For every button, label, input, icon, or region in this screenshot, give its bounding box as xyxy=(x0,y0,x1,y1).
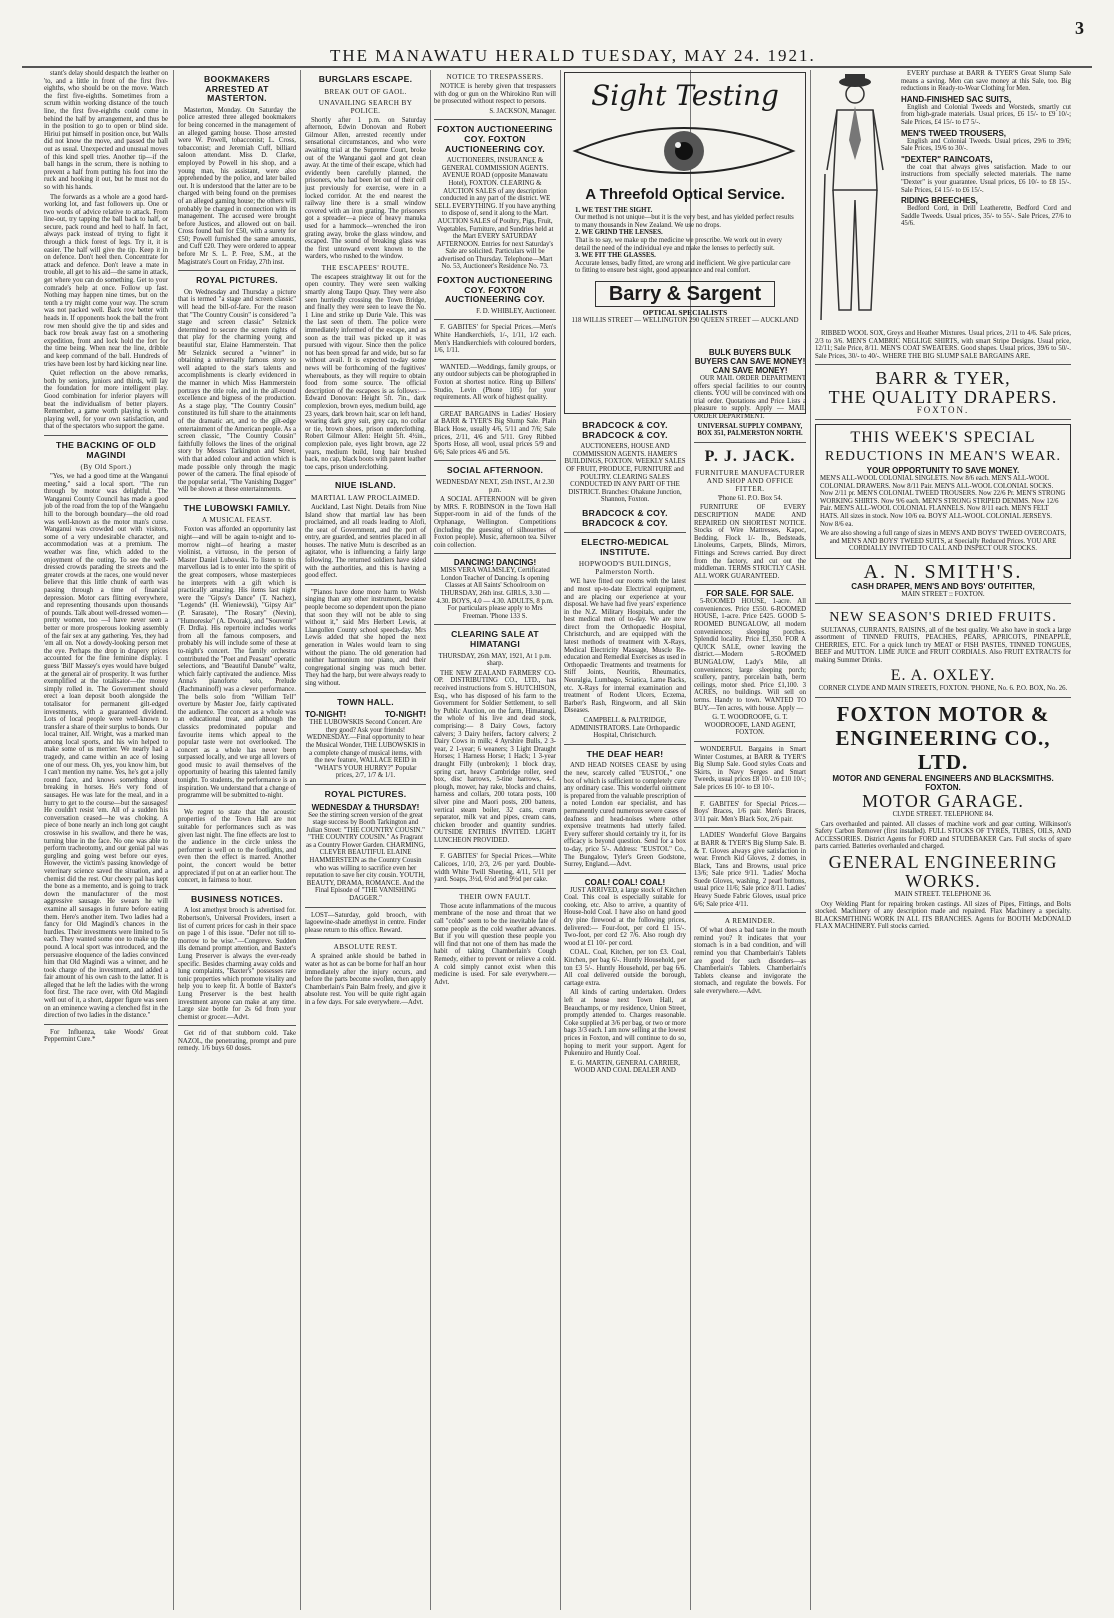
advertisement-text: NOTICE is hereby given that trespassers with dog or gun on the Whirokino Run will be prosecuted without respect to persons. xyxy=(434,83,556,106)
article-text: We regret to state that the acoustic properties of the Town Hall are not suitable for performances such as was given last night. The fine effects are lost to the audience in the circle unless the performer is well on to the footlights, and even then the effect is marred. Another point, the concert would be better appreciated if put on at an earlier hour. The concert, in fairness to hour. xyxy=(178,808,296,885)
divider xyxy=(815,364,1071,365)
product-heading: "DEXTER" RAINCOATS, xyxy=(901,154,993,164)
article-text: "Pianos have done more harm to Welsh singing than any other instrument, because people become so dependent upon the piano that soon they will not be able to sing without it," said Mrs Herbert Lewis, at Llangollen County school speech-day. Mrs Lewis added that she hoped the next generation in Wales would learn to sing without the piano. The old generation had neither harmonium nor piano, and their congregational singing was much better. They had the harp, but were always ready to sing without. xyxy=(305,588,426,687)
advertisement-heading: NEW SEASON'S DRIED FRUITS. xyxy=(829,609,1057,625)
product-text: the coat that always gives satisfaction. Made to our instructions from specially selected materials. The name "Dexter" is your guarantee. Usual prices, £6 10/- to £8 15/-. Sale Prices, £4 15/- to £6 15/-. xyxy=(901,163,1071,194)
advertisement-heading: BRADCOCK & COY. BRADCOCK & COY. xyxy=(582,420,668,440)
advertisement-text: SULTANAS, CURRANTS, RAISINS, all of the best quality. We also have in stock a large assortment of TINNED FRUITS, PEACHES, PEARS, APRICOTS, PINEAPPLE, CHERRIES, ETC. For a quick lunch try MEAT or FISH PASTES, TINNED TONGUES, BEEF and MUTTON. LIME JUICE and FRUIT CORDIALS. Also FRUIT EXTRACTS for making Summer Drinks. xyxy=(815,626,1071,664)
divider xyxy=(694,796,806,797)
divider xyxy=(178,1025,296,1026)
advertisement-text: LADIES' Wonderful Glove Bargains at BARR & TYER'S Big Slump Sale. B. & T. Gloves always give satisfaction in wear. French Kid Gloves, 2 domes, in Black, Tans and Browns, usual price 13/6; Sale price 9/11. 'Ladies' Mocha Suede Gloves, washing, 2 pearl buttons, usual price 11/6; Sale price 8/11. Ladies' Heavy Suede Fabric Gloves, usual price 6/6; Sale price 4/11. xyxy=(694,832,806,908)
advertisement-location: FOXTON. xyxy=(916,405,970,416)
divider xyxy=(434,406,556,407)
divider xyxy=(178,270,296,271)
product-text: English and Colonial Tweeds. Usual prices, 29/6 to 39/6; Sale Prices, 19/6 to 30/-. xyxy=(901,137,1071,153)
signature: F. D. WHIBLEY, Auctioneer. xyxy=(476,307,556,315)
advertisement-text: Cars overhauled and painted. All classes of machine work and gear cutting. Wilkinson's Safety Carbon Remover (first installed). FULL STOCKS OF TYRES, TUBES, OILS, AND ACCESSORIES. District Agents for FORD and STUDEBAKER Cars. Full stocks of spare parts carried. Batteries overhauled and charged. xyxy=(815,820,1071,851)
advertisement-heading: CLEARING SALE AT HIMATANGI xyxy=(451,629,539,650)
headline: BURGLARS ESCAPE. xyxy=(318,74,413,84)
advertisement-text: AND HEAD NOISES CEASE by using the new, scarcely called "EUSTOL," one box of which is sufficient to completely cure any ordinary case. This wonderful ointment is prepared from the valuable prescription of a noted London ear specialist, and has permanently cured numerous severe cases of deafness and head-noises where other expensive treatments had utterly failed. Every sufferer should certainly try it, for its efficacy is beyond question. Send for a box to-day, price 5/-. Address: "EUSTOL" Co., The Bungalow, Tyler's Green Godstone, Surrey, England.—Advt. xyxy=(564,762,686,869)
advertisement-text: FURNITURE OF EVERY DESCRIPTION MADE AND REPAIRED ON SHORTEST NOTICE. Stocks of Wire Mattresses, Kapoc, Bedding, Flock 1/- lb., Bedsteads, Linoleums, Carpets, Blinds, Mirrors, Fittings and Screws carried. Buy direct from the factory, and cut out the middleman. TERMS STRICTLY CASH. ALL WORK GUARANTEED. xyxy=(694,504,806,580)
divider xyxy=(694,741,806,742)
advertisement-heading: DANCING! DANCING! xyxy=(453,558,537,568)
advertisement-text: MEN'S ALL-WOOL COLONIAL SINGLETS. Now 8/6 each. MEN'S ALL-WOOL COLONIAL DRAWERS. Now 8/11 Pair. MEN'S ALL-WOOL COLONIAL SOCKS. Now 2/11 pr. MEN'S COLONIAL TWEED TROUSERS. Now 22/6 Pr. MEN'S STRONG WORKING SHIRTS. Now 9/6 each. MEN'S STRONG STRIPED DENIMS. Now 12/6 Pair. MEN'S ALL-WOOL COLONIAL FLANNELS. Now 8/11 each. MEN'S FELT HATS. All sizes in stock. Now 10/6 ea. BOYS' ALL-WOOL COLONIAL JERSEYS. Now 8/6 ea. xyxy=(820,474,1066,528)
divider xyxy=(434,119,556,120)
article-text: stant's delay should despatch the leather on 'to, and a little in front of the first five-eighths, who should be on the move. Watch the first five-eighths. Sometimes from a scrum within working distance of the touch line, the first five-eighths could come in behind the half by arrangement, and thus be in the position to go to open or blind side. Hiriui put himself in position once, but Walls did not know the move, and passed the ball out as usual. Unexpected and unusual moves of this kind spell tries. Another tip—if the ball hangs in the scrum, there is nothing to prevent a half from putting his foot into the ruck and hooking it out, but he must not do so with his hands. xyxy=(44,70,168,191)
headline: BUSINESS NOTICES. xyxy=(190,893,283,904)
article-text: Quiet reflection on the above remarks, both by seniors, juniors and thirds, will lay the foundation for more intelligent play. Good combination for inferior players will beat the individualism of better players. Remember, a game worth playing is worth playing well, for your own satisfaction, and that of the spectators who support the game. xyxy=(44,370,168,431)
divider xyxy=(434,553,556,554)
subheadline: THEIR OWN FAULT. xyxy=(459,892,531,901)
divider xyxy=(305,907,426,908)
advertisement-heading: TOWN HALL. xyxy=(337,696,394,707)
article-text: A lost amethyst brooch is advertised for. Robertson's, Universal Providers, insert a list of current prices for cash in their space on page 1 of this issue. "Defer not till to-morrow to be wise."—Congreve. Sudden ills demand prompt attention, and Baxter's Lung Preserver is always the ever-ready specific. Besides charming away colds and lung complaints, "Baxter's" possesses rare tonic properties which promote vitality and help you to keep fit. A bottle of Baxter's Lung Preserver is the best health investment anyone can make at any time. Large size bottle for 2s 6d from your chemist or grocer.—Advt. xyxy=(178,907,296,1021)
divider xyxy=(694,442,806,443)
article-text: The forwards as a whole are a good hard-working lot, and fast followers up. One or two words of advice relative to attack. From line-out, try tapping the ball back to half, or secure, pack round and heel to half. In fact, always pack instead of trying to fight it through a thick forest of legs. Try it, it is easier. The half will give the tip. Keep it in on defence. Don't heel then. Concentrate for attack and defence. Don't leave a mate in trouble, all get to his aid—the same in attack, get where you can do something. Get to your comrade's help at once. Follow up fast. Nothing may happen nine times, but on the tenth a try might come your way. The scrum was not packed well. Back row better with heads in. If opponents hook the ball the front row men should give the tip and sides and back row break away fast on a smothering expedition, front and lock hold the fort for the time being. When near the line, dribble and keep command of the ball. Hundreds of tries have been lost by hard kicking near line. xyxy=(44,193,168,368)
advertisement-heading: BRADCOCK & COY. BRADCOCK & COY. xyxy=(582,507,668,528)
advertisement-text: F. GABITES' for Special Prices.—Boys' Braces, 1/6 pair. Men's Braces, 3/11 pair. Men's Black Sox, 2/6 pair. xyxy=(694,800,806,823)
article-text: On Wednesday and Thursday a picture that is termed "a stage and screen classic" will head the bill-of-fare. For the reason that "The Country Cousin" is considered "a stage and screen classic" Selznick determined to secure the screen rights of that play for the charming young and beautiful star, Elaine Hammerstein. That Mr Selznick secured a "winner" in obtaining a universally famous story so well adapted to the star's talents and accomplishments is clearly evidenced in the manner in which Miss Hammerstein portrays the title role, and in the all-round excellence and bigness of the production. As a stage play, "The Country Cousin" constituted its full share to the attainments of the dramatic art, and to the gilt-edge entertainment of the American people. As a screen classic, "The Country Cousin" faithfully follows the lines of the original story by Messrs Tarkington and Street, with that added colour and action which is made possible only through the magic power of the camera. The final episode of the popular serial, "The Vanishing Dagger" will be shown at these entertainments. xyxy=(178,288,296,494)
subheadline: FURNITURE MANUFACTURER AND SHOP AND OFFICE FITTER. xyxy=(695,468,805,493)
advertisement-heading: COAL! COAL! COAL! xyxy=(584,877,666,887)
article-text: Foxton was afforded an opportunity last night—and will be again to-night and to-morrow night—of hearing a master violinist, a virtuoso, in the person of Master Daniel Lubowski. To listen to this marvellous lad is to enter into the spirit of the great composers, whose masterpieces he interprets with a gift which is practically amazing. His items last night were the "Gipsy's Dance" (T. Nachez), "Legends" (H. Wieniewski), "Gipsy Air" (P. Sarasate), "The Rosary" (Nevin), "Humoreske" (A. Dvorak), and "Souvenir" (F. Drdla). His repertoire includes works from all the famous composers, and probably his will include some of these at to-night's concert. The family orchestra contributed the "Poet and Peasant" operatic selections, and "Beautiful Danube" waltz, which fairly captivated the audience. Miss Anna's pianoforte solo, Prelude (Rachmaninoff) was a clever performance. The bells solo from "William Tell" overture by Master Joe, fairly captivated the audience. The concert as a whole was an educational treat, and although the classics predominated popular and favourite items which appeal to the popular taste were not overlooked. The concert as a whole has never been surpassed locally, and we urge all lovers of good music to avail themselves of the opportunity of hearing this talented family tonight. To students, the performance is an inspiration. We understand that a change of programme will be submitted to-night. xyxy=(178,526,296,800)
divider xyxy=(564,744,686,745)
masthead-title: THE MANAWATU HERALD TUESDAY, MAY 24. 1921. xyxy=(330,46,816,65)
firm-subtitle: OPTICAL SPECIALISTS xyxy=(642,307,728,317)
divider xyxy=(564,532,686,533)
divider xyxy=(305,475,426,476)
product-heading: HAND-FINISHED SAC SUITS, xyxy=(901,94,1012,104)
advertisement-heading: REDUCTIONS IN MEAN'S WEAR. xyxy=(825,448,1061,464)
divider xyxy=(694,912,806,913)
man-illustration-icon xyxy=(815,70,895,330)
masthead-rule xyxy=(22,66,1092,68)
product-heading: MEN'S TWEED TROUSERS, xyxy=(901,128,1007,138)
divider xyxy=(434,848,556,849)
service-step-3-text: Accurate lenses, badly fitted, are wrong and inefficient. We give particular care to fitting to ensure best sight, good appearance and real comfort. xyxy=(575,259,791,275)
column-6 xyxy=(694,70,806,1610)
product-text: English and Colonial Tweeds and Worsteds, smartly cut from high-grade materials. Usual prices, £6 15/- to £9 10/-; Sale Prices, £4 15/- to £7 5/-. xyxy=(901,103,1071,126)
article-text: Shortly after 1 p.m. on Saturday afternoon, Edwin Donovan and Robert Gilmour Allen, arrested recently under sensational circumstances, and who were awaiting trial at the Supreme Court, broke out of the Wanganui gaol and got clean away. At the time of their escape, which had evidently been carefully planned, the prisoners, who had been let out of their cell just previously for exercise, were in a locked corridor. At the end nearest the railway line there is a small window covered with an iron grating. The prisoners got a spreader—a piece of heavy manuka used for a hammock—wrenched the iron grating away, broke the glass window, and escaped. The sound of breaking glass was the first untoward event known to the warders, who rushed to the window. xyxy=(305,116,426,261)
advertisement-heading: WEDNESDAY & THURSDAY! xyxy=(311,802,420,812)
advertisement-heading: THE DEAF HEAR! xyxy=(586,748,664,759)
advertisement-heading: E. A. OXLEY. xyxy=(890,667,996,685)
advertisement-heading: TO-NIGHT! xyxy=(384,710,426,720)
advertisement-text: WANTED.—Weddings, family groups, or any outdoor subjects can be photographed in Foxton at shortest notice. Ring up Billens' Studio, Levin (Phone 105) for your requirements. All work of highest quality. xyxy=(434,363,556,402)
divider xyxy=(305,938,426,939)
ad-banner-title: Sight Testing xyxy=(591,79,779,112)
advertisement-text: JUST ARRIVED, a large stock of Kitchen Coal. This coal is especially suitable for cooking, etc. Also to arrive, a quantity of House-hold Coal. I have also on hand good dry pine firewood at the following prices, delivered:— Four-foot, per cord £1 15/-. Two-foot, per cord £2 7/6. Also rough dry wood at £1 10/- per cord. xyxy=(564,886,686,947)
advertisement-heading: FOR SALE. FOR SALE. xyxy=(706,589,794,599)
advertisement-text: For Influenza, take Woods' Great Peppermint Cure.* xyxy=(44,1028,168,1044)
signature: CAMPBELL & PALTRIDGE, ADMINISTRATORS. Late Orthopaedic Hospital, Christchurch. xyxy=(570,717,680,740)
advertisement-text: All kinds of carting undertaken. Orders left at house next Town Hall, at Beauchamps, or my residence, Union Street, promptly attended to. Charges reasonable. Coke supplied at 3/6 per bag, or two or more bags 3/3 each. I am now selling at the lowest prices in Foxton, and will continue to do so, hoping to merit your support. Agent for Pukenuiro and Huntly Coal. xyxy=(564,989,686,1058)
advertisement-heading: FOXTON MOTOR & ENGINEERING CO., LTD. xyxy=(835,702,1051,775)
signature: E. G. MARTIN, GENERAL CARRIER, WOOD AND COAL DEALER AND xyxy=(570,1059,680,1075)
divider xyxy=(178,889,296,890)
divider xyxy=(434,319,556,320)
advertisement-text: AUCTIONEERS, HOUSE AND COMMISSION AGENTS. HAMER'S BUILDINGS, FOXTON. WEEKLY SALES OF FRUIT, PRODUCE, FURNITURE and POULTRY. CLEARING SALES CONDUCTED IN ANY PART OF THE DISTRICT. Branches: Ohakune Junction, Shannon, Foxton. xyxy=(564,443,686,504)
column-1 xyxy=(44,70,168,1610)
advertisement-text: EVERY purchase at BARR & TYER'S Great Slump Sale means a saving. Men can save money at this Sale, too. Big reductions in Ready-to-Wear Clothing for Men. xyxy=(901,70,1071,93)
subheadline: A MUSICAL FEAST. xyxy=(201,516,273,525)
advertisement-heading: THIS WEEK'S SPECIAL xyxy=(850,428,1036,446)
headline: THE LUBOWSKI FAMILY. xyxy=(183,502,291,513)
advertisement-text: OUR MAIL ORDER DEPARTMENT offers special facilities to our country clients. YOU will be convinced with one trial order. Quotations and Price Lists a pleasure to supply. Apply — MAIL ORDER DEPARTMENT. xyxy=(694,375,806,420)
service-step-2: 2. WE GRIND THE LENSES. xyxy=(575,229,663,237)
advertisement-heading: BULK BUYERS BULK BUYERS CAN SAVE MONEY! CAN SAVE MONEY! xyxy=(694,348,806,375)
advertisement-text: F. GABITES' for Special Prices.—White Calicoes, 1/10, 2/3, 2/6 per yard. Double-width White Twill Sheeting, 4/11, 5/11 per yard. Soaps, 3½d, 6½d and 9½d per cake. xyxy=(434,853,556,884)
service-step-1-text: Our method is not unique—but it is the very best, and has yielded perfect results to many thousands in New Zealand. We use no drops. xyxy=(575,214,794,229)
advertisement-heading: ROYAL PICTURES. xyxy=(324,788,407,799)
article-text: Of what does a bad taste in the mouth remind you? It indicates that your stomach is in a bad condition, and will remind you that Chamberlain's Tablets are good for such disorders—as Chamberlain's Tablets. Chamberlain's Tablets cleanse and invigorate the stomach, and regulate the bowels. For sale everywhere.—Advt. xyxy=(694,927,806,995)
service-step-2-text: That is to say, we make up the medicine we prescribe. We work out in every detail the need of the individual eye and make the lenses to perfectly suit. xyxy=(575,236,783,252)
article-text: The escapees straightway lit out for the open country. They were seen walking smartly along Taupo Quay. They were also seen hurriedly crossing the Town Bridge, and finally they were seen to leave the No. 1 Line and strike up Durie Vale. This was the last seen of them. The police were immediately informed of the escape, and as soon as the trail was picked up it was pursued with vigour. Since then the police not has been spread far and wide, but so far without avail. It is expected to-day some news will be forthcoming of the fugitives' whereabouts, as they will require to obtain food from some source. The official description of the escapees is as follows:— Edward Donovan: Height 5ft. 7in., dark complexion, brown eyes, medium build, age 23 years, dark brown hair, scar on left hand, wearing dark grey suit, grey cap, no collar or tie, brown shoes, prison underclothing. Robert Gilmour Allen: Height 5ft. 4½in., complexion pale, eyes light brown, age 22 years, medium build, long hair brushed back, no cap, black boots with patent leather toe caps, prison underclothing. xyxy=(305,273,426,471)
divider xyxy=(178,498,296,499)
advertisement-heading: SOCIAL AFTERNOON. xyxy=(446,465,544,476)
column-rule xyxy=(430,70,431,1610)
advertisement-text: Oxy Welding Plant for repairing broken castings. All sizes of Pipes, Fittings, and Bolts stocked. Machinery of any description made and repaired. Flax Machinery a specialty. BLACKSMITHING WORK IN ALL ITS BRANCHES. Agents for BOOTH McDONALD FLAX MACHINERY. Full stocks carried. xyxy=(815,900,1071,931)
column-rule xyxy=(173,70,174,1610)
product-heading: RIDING BREECHES, xyxy=(901,196,978,206)
column-2 xyxy=(178,70,296,1610)
advertisement-text: THE NEW ZEALAND FARMERS' CO-OP. DISTRIBUTING CO., LTD., has received instructions from S. HUTCHISON, Esq., who has disposed of his farm to the Government for Soldier Settlement, to sell by Public Auction, on the farm, Himatangi, the whole of his live and dead stock, comprising:— 8 Dairy Cows, factory calvers; 3 Dairy heifers, factory calvers; 2 Dairy Cows in milk; 4 Ayrshire Bulls, 2 3-year, 2 1-year; 6 weaners; 3 Light Draught Horses; 1 Harness Horse; 1 Hack; 1 3-year draught Filly (unbroken); 1 block dray, spring cart, heavy Cambridge roller, seed box, disc harrows, 5-tine harrows, 4-f. plough, mower, hay rake, blocks and chains, harness and collars, 200 totara posts, 100 silver pine and Maori posts, 200 battens, vertical steam boiler, 32 cans, cream separator, milk vat and pipes, cream cans, chicken brooder and quantity sundries. OUTSIDE ENTRIES INVITED. LIGHT LUNCHEON PROVIDED. xyxy=(434,669,556,844)
advertisement-heading: BARR & TYER, xyxy=(875,368,1011,389)
divider xyxy=(178,804,296,805)
headline: BOOKMAKERS ARRESTED AT MASTERTON. xyxy=(203,74,271,104)
divider xyxy=(694,827,806,828)
advertisement-text: Get rid of that stubborn cold. Take NAZOL, the penetrating, prompt and pure remedy. 1/6 buys 60 doses. xyxy=(178,1030,296,1053)
divider xyxy=(815,697,1071,698)
divider xyxy=(305,784,426,785)
divider xyxy=(434,888,556,889)
advertisement-text: GREAT BARGAINS in Ladies' Hosiery at BARR & TYER'S Big Slump Sale. Plain Black Hose, usually 4/6, 5/11 and 7/6; Sale prices, 2/11, 4/6 and 5/11. Grey Ribbed Sports Hose, all wool, usual prices 5/9 and 6/6; Sale prices 4/6 and 5/6. xyxy=(434,410,556,456)
divider xyxy=(694,584,806,585)
column-3 xyxy=(305,70,426,1610)
advertisement-text: WONDERFUL Bargains in Smart Winter Costumes, at BARR & TYER'S Big Slump Sale. Good styles Coats and Skirts, in Navy Serges and Smart Tweeds, usual prices £8 10/- to £10 10/-; Sale prices £6 10/- to £8 10/-. xyxy=(694,745,806,791)
advertisement-heading: THE QUALITY DRAPERS. xyxy=(828,387,1058,408)
subheadline: ABSOLUTE REST. xyxy=(333,943,398,952)
ad-heading: A Threefold Optical Service. xyxy=(585,185,785,203)
firm-name: Barry & Sargent xyxy=(595,281,775,307)
byline: (By Old Sport.) xyxy=(80,463,132,472)
advertisement-subheading: CASH DRAPER, MEN'S AND BOYS' OUTFITTER, xyxy=(851,581,1035,591)
service-step-3: 3. WE FIT THE GLASSES. xyxy=(575,252,656,260)
advertisement-text: COAL. Coal, Kitchen, per ton £3. Coal, Kitchen, per bag 6/-. Huntly Household, per ton £3 5/-. Huntly Household, per bag 6/6. All coal delivered outside the borough, cartage extra. xyxy=(564,949,686,987)
advertisement-text: MAIN STREET. TELEPHONE 36. xyxy=(894,891,992,899)
subheadline: UNAVAILING SEARCH BY POLICE. xyxy=(318,98,413,115)
advertisement-heading: GENERAL ENGINEERING WORKS. xyxy=(828,852,1058,892)
article-text: Auckland, Last Night. Details from Niue Island show that martial law has been proclaimed, and all roads leading to Alofi, the seat of Government, and the port of entry, are guarded, and sentries placed in all houses. The native Mutu is described as an agitator, who is influencing a fairly large following. The returned soldiers have sided with the authorities, and this is having a good effect. xyxy=(305,503,426,580)
mens-wear-reductions-ad xyxy=(815,424,1071,559)
signature: UNIVERSAL SUPPLY COMPANY, BOX 351, PALMERSTON NORTH. xyxy=(697,422,803,438)
advertisement-text: CLYDE STREET. TELEPHONE 84. xyxy=(892,811,994,819)
menswear-advertisement xyxy=(815,70,1071,330)
advertisement-text: THE LUBOWSKIS Second Concert. Are they good? Ask your friends! WEDNESDAY.—Final opportunity to hear the Musical Wonder, THE LUBOWSKIS in a complete change of musical items, with the new feature, WALLACE REID in "WHAT'S YOUR HURRY?" Popular prices, 2/7, 1/7 & 1/1. xyxy=(305,719,426,780)
advertisement-text: See the stirring screen version of the great stage success by Booth Tarkington and Julian Street: "THE COUNTRY COUSIN." "THE COUNTRY COUSIN." As Fragrant as a Country Flower Garden. CHARMING, CLEVER BEAUTIFUL ELAINE HAMMERSTEIN as the Country Cousin who was willing to sacrifice even her reputation to save her city cousin. YOUTH, BEAUTY, DRAMA, ROMANCE. And the Final Episode of "THE VANISHING DAGGER." xyxy=(305,811,426,903)
advertisement-text: MISS VERA WALMSLEY, Certificated London Teacher of Dancing. Is opening Classes at All Saints' Schoolroom on THURSDAY, 26th inst. GIRLS, 3.30 — 4.30. BOYS, 4.0 — 4.30. ADULTS, 8 p.m. For particulars please apply to Mrs Freeman. 'Phone 133 S. xyxy=(436,567,554,620)
divider xyxy=(434,624,556,625)
product-text: Bedford Cord, in Drill Leatherette, Bedford Cord and Saddle Tweeds. Usual prices, 35/- to 55/-. Sale Prices, 27/6 to 45/6. xyxy=(901,205,1071,228)
firm-address: 118 WILLIS STREET — WELLINGTON 290 QUEEN STREET — AUCKLAND xyxy=(571,316,799,324)
article-text: A sprained ankle should be bathed in water as hot as can be borne for half an hour immediately after the injury occurs, and before the parts become swollen, then apply Chamberlain's Pain Balm freely, and give it absolute rest. You will be quite right again in a few days. For sale everywhere.—Advt. xyxy=(305,953,426,1006)
article-text: Masterton, Monday. On Saturday the police arrested three alleged bookmakers for being concerned in the management of an alleged gaming house. Those arrested were W. Powell, tobacconist; L. Cross, tobacconist; and Jeremiah Cuff, billiard saloon attendant. Miss D. Clarke, employed by Powell in his shop, and a young man, his assistant, were also apprehended by the police, and later bailed out. It is understood that the latter are to be charged with being found on the premises of an alleged gaming house; the others will probably be charged in connection with its management. The accused were brought before Justices, and allowed out on bail. Cross found bail for £50, with a surety for £50; Powell furnished the same amounts, and Cuff £20. They were ordered to appear before Mr S. L. P. Free, S.M., at the Magistrate's Court on Friday, 27th inst. xyxy=(178,106,296,266)
advertisement-heading: A. N. SMITH'S. xyxy=(863,560,1023,583)
advertisement-location: MAIN STREET :: FOXTON. xyxy=(901,589,985,598)
advertisement-text: F. GABITES' for Special Prices.—Men's White Handkerchiefs, 1/-, 1/11, 1/2 each. Men's Handkerchiefs with coloured borders, 1/6, 1/11. xyxy=(434,324,556,355)
advertisement-text: AUCTIONEERS, INSURANCE & GENERAL COMMISSION AGENTS. AVENUE ROAD (opposite Manawatu Hotel), FOXTON. CLEARING & AUCTION SALES of any description conducted in any part of the district. WE SELL EVERYTHING. If you have anything to dispose of, send it along to the Mart. AUCTION SALES of Poultry, Pigs, Fruit, Vegetables, Furniture, and Sundries held at the Mart EVERY SATURDAY AFTERNOON. Entries for next Saturday's Sale are solicited. Particulars will be advertised on Thursday. Telephone—Mart No. 53, Auctioneer's Residence No. 73. xyxy=(434,157,556,271)
subheadline: THE ESCAPEES' ROUTE. xyxy=(321,263,410,272)
advertisement-text: We are also showing a full range of sizes in MEN'S AND BOYS' TWEED OVERCOATS, and MEN'S AND BOYS' TWEED SUITS, at Specially Reduced Prices. YOU ARE CORDIALLY INVITED TO CALL AND INSPECT OUR STOCKS. xyxy=(820,530,1066,553)
divider xyxy=(44,1024,168,1025)
advertisement-text: WE have fitted our rooms with the latest and most up-to-date Electrical equipment, and are placing our experience at your disposal. We have had five years' experience in the N.Z. Military Hospitals, under the best medical men of to-day. We are now direct from the Orthopaedic Hospital, Christchurch, and are equipped with the latest methods of treatment with X-Rays, Medical Electricity Massage, Muscle Re-education and Remedial Exercises as used in Orthopaedic Treatments and treatments for Stiff Joints, Neuritis, Rheumatics, Neuralgia, Lumbago, Sciatica, Lame Backs, etc. X-Rays for internal examination and treatment of Rodent Ulcers, Eczema, Barber's Rash, Ringworm, and all Skin Diseases. xyxy=(564,578,686,715)
divider xyxy=(564,873,686,874)
masthead xyxy=(0,0,1114,70)
advertisement-heading: P. J. JACK. xyxy=(704,447,796,465)
service-step-1: 1. WE TEST THE SIGHT. xyxy=(575,206,653,214)
advertisement-text: 5-ROOMED HOUSE, 1-acre. All conveniences. Price £550. 6-ROOMED HOUSE, 1-acre. Price £425. GOOD 5-ROOMED BUNGALOW, all modern conveniences; sleeping porches. Splendid locality. Price £1,350. FOR A QUICK SALE, owner leaving the district.—Modern 5-ROOMED BUNGALOW, Lady's Mile, all conveniences; large sleeping porch; scullery, pantry, porcelain bath, berm ceilings, motor shed. Price £1,100. 3 ACRES, no buildings. Will sell on terms. Handy to town. WANTED TO BUY.—Ten acres, with house. Apply — xyxy=(694,598,806,712)
advertisement-heading: ELECTRO-MEDICAL INSTITUTE. xyxy=(581,537,669,557)
column-rule xyxy=(810,70,811,1610)
advertisement-heading: MOTOR GARAGE. xyxy=(862,791,1024,812)
subheadline: BREAK OUT OF GAOL. xyxy=(324,87,407,96)
subheadline: MARTIAL LAW PROCLAIMED. xyxy=(310,493,420,502)
advertisement-text: RIBBED WOOL SOX, Greys and Heather Mixtures. Usual prices, 2/11 to 4/6. Sale prices, 2/3 to 3/6. MEN'S CAMBRIC NEGLIGE SHIRTS, with smart Stripe Designs. Usual price, 12/11; Sale Price, 8/11. MEN'S COAT SWEATERS. Good shapes. Usual prices, 39/6 to 50/-. Sale Prices, 30/- to 40/-. WHERE THE BIG SLUMP SALE BARGAINS ARE. xyxy=(815,330,1071,360)
divider xyxy=(434,460,556,461)
headline: THE BACKING OF OLD MAGINDI xyxy=(56,439,156,460)
subheadline: HOPWOOD'S BUILDINGS, Palmerston North. xyxy=(578,560,672,577)
advertisement-subheading: MOTOR AND GENERAL ENGINEERS AND BLACKSMITHS. FOXTON. xyxy=(832,774,1054,793)
advertisement-text: LOST—Saturday, gold brooch, with lagoewine-shade amethyst in centre. Finder please return to this office. Reward. xyxy=(305,911,426,934)
advertisement-text: 'Phone 61. P.O. Box 54. xyxy=(717,494,783,502)
advertisement-heading: NOTICE TO TRESPASSERS. xyxy=(446,73,544,81)
divider xyxy=(434,359,556,360)
divider xyxy=(305,692,426,693)
advertisement-text: THURSDAY, 26th MAY, 1921, At 1 p.m. sharp. xyxy=(438,652,552,668)
subheadline: A REMINDER. xyxy=(724,917,776,926)
advertisement-subheading: YOUR OPPORTUNITY TO SAVE MONEY. xyxy=(866,465,1020,475)
page-number: 3 xyxy=(1075,18,1084,38)
signature: G. T. WOODROOFE, G. T. WOODROOFE, LAND AGENT, FOXTON. xyxy=(704,714,796,737)
headline: NIUE ISLAND. xyxy=(335,480,396,491)
spacer xyxy=(694,70,806,348)
advertisement-text: A SOCIAL AFTERNOON will be given by MRS. F. ROBINSON in the Town Hall Supper-room in aid of the funds of the Orphanage, Wellington. Competitions (including the guessing of silhouettes of Foxton people). Music, afternoon tea. Silver coin collection. xyxy=(434,496,556,549)
advertisement-heading: FOXTON AUCTIONEERING COY. FOXTON AUCTIONEERING COY. xyxy=(437,124,553,154)
article-text: Those acute inflammations of the mucous membrane of the nose and throat that we call "colds" seem to be the inevitable fate of some people as the cold weather advances. But if you will question these people you will find that not one of them has made the habit of taking Chamberlain's Cough Remedy, either to prevent or relieve a cold. A cold simply cannot exist when this medicine is used. For sale everywhere.—Advt. xyxy=(434,902,556,986)
advertisement-heading: TO-NIGHT! xyxy=(305,710,347,720)
column-rule xyxy=(300,70,301,1610)
headline: ROYAL PICTURES. xyxy=(196,275,278,286)
advertisement-heading: FOXTON AUCTIONEERING COY. FOXTON AUCTIONEERING COY. xyxy=(437,275,553,305)
column-7 xyxy=(815,70,1071,1610)
advertisement-text: CORNER CLYDE AND MAIN STREETS, FOXTON. 'PHONE, No. 6. P.O. BOX, No. 26. xyxy=(818,685,1068,693)
signature: S. JACKSON, Manager. xyxy=(489,107,556,115)
divider xyxy=(44,435,168,436)
column-rule xyxy=(560,70,561,1610)
divider xyxy=(815,603,1071,604)
menswear-list xyxy=(901,70,1071,330)
advertisement-text: WEDNESDAY NEXT, 25th INST., At 2.30 p.m. xyxy=(435,478,555,494)
divider xyxy=(305,584,426,585)
article-text: "Yes, we had a good time at the Wanganui meeting," said a local sport. "The run through by motor was delightful. The Wanganui County Council has made a good job of the road from the top of the Wangaehu hill to the borough boundary—the old road was well-known as the motor man's curse. Wanganui was crowded out with visitors, some of a very undesirable character, and accommodation was at a premium. The weather was fine, which added to the enjoyment of the outing. To see the well-dressed crowds parading the streets and the greater crowds at the races, one would never believe that this little chunk of earth was passing through a time of financial depression. Motor cars flitting everywhere, and representing thousands upon thousands of pounds. Talk about well-dressed women—pretty women, too —I have never seen a better or more prosperous looking assembly of the fair sex at any gathering. Yes, they had 'em all on. Not a dowdy-looking person met the eye. Perhaps the drop in drapery prices accounted for the fine feminine display. I guess 'Bill' Massey's eyes would have bulged at the general air of prosperity. It was further exemplified at the totalisator—the money simply rolled in. The Government should erect a loan deposit booth alongside the totalisator for permanent gilt-edged investments, with a guaranteed dividend. Lots of local people were well-known to transfer a share of their surplus to bonds. Our local trainer, Alf. Wright, was a marked man among local sports, and his win helped to make some of us merrier. We nearly had a tragedy, and came within an ace of losing one of our mess. Oh, yes, you know him, but I can't mention my name. Yes, he's got a jolly round face, and knows something about breaking in horses. He's very fond of sausages. He was late for the meal, and in a hurry to get to the course—but the sausages! He couldn't resist 'em. All of a sudden his conversation ceased—he was choking. A piece of bone nearly an inch long got caught crosswise in his swallow, and there he was, turning blue in the face. No one was able to perform tracheotomy, and our genial pal was gurgling and going west before our eyes. However, the victim's passing knowledge of veterinary science saved the situation, and a chemist did the rest. Our cheery pal has kept the bone as a memento, and is going to track down the manufacturer of the most aggressive sausage. He swears he will examine all sausages in future before eating them. Here's another item. Two ladies had a fancy for Old Magindi's chances in the hurdles. Their investments were limited to 5s each. They wanted some one to make up the pound. A local sport was introduced, and the persuasive eloquence of the ladies convinced him that Old Magindi was a winner, and he took charge of the investment, and added a fair amount of his own cash to the latter. It is alleged that he left the ladies with the wrong foot first. The race over, with Old Magindi well out of it, a short, dapper figure was seen on an eminence waving a clenched fist in the direction of two ladies in the distance." xyxy=(44,473,168,1020)
column-4 xyxy=(434,70,556,1610)
divider xyxy=(815,419,1071,420)
advertisement-banner xyxy=(305,710,426,719)
